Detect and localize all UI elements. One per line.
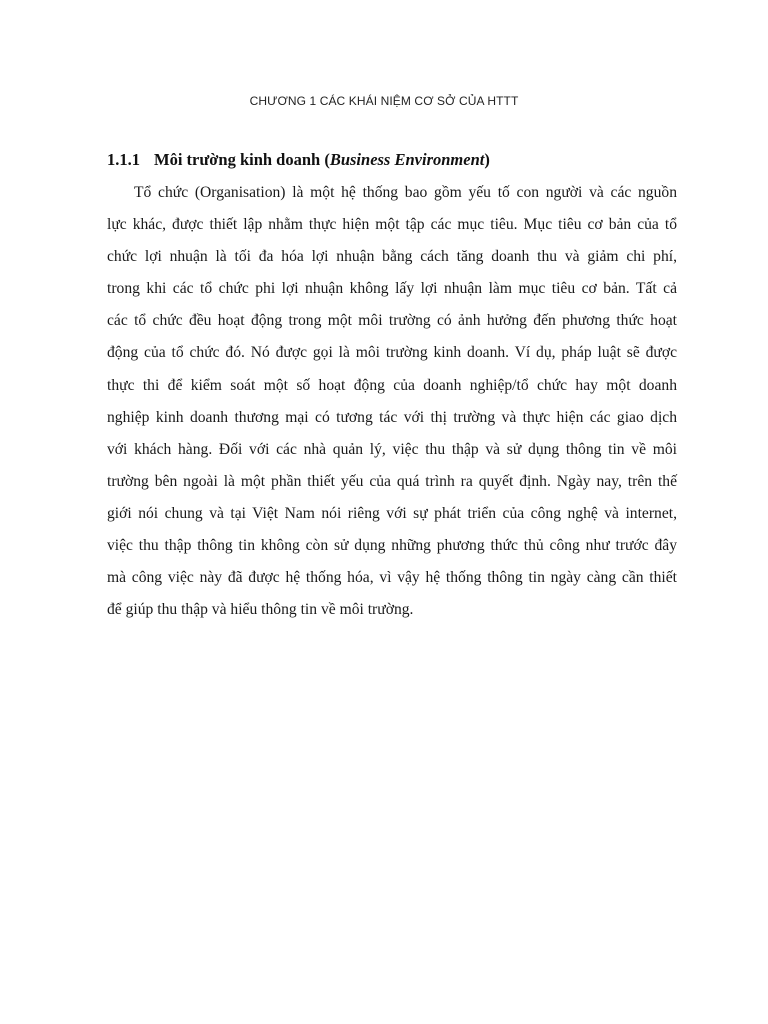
chapter-title: CHƯƠNG 1 CÁC KHÁI NIỆM CƠ SỞ CỦA HTTT xyxy=(249,94,519,108)
paragraph-line: nghiệp kinh doanh thương mại có tương tác với thị trường và thực hiện các giao dịch xyxy=(107,408,677,426)
section-number: 1.1.1 xyxy=(107,150,140,169)
paragraph-line: lực khác, được thiết lập nhằm thực hiện một tập các mục tiêu. Mục tiêu cơ bản của tổ xyxy=(107,216,677,234)
paragraph-line: thực thi để kiểm soát một số hoạt động của doanh nghiệp/tổ chức hay một doanh xyxy=(107,376,677,394)
section-title-english: Business Environment xyxy=(329,150,485,169)
paragraph-line: để giúp thu thập và hiểu thông tin về môi trường. xyxy=(107,601,414,619)
paragraph-line: các tổ chức đều hoạt động trong một môi trường có ảnh hưởng đến phương thức hoạt xyxy=(107,312,677,330)
section-heading xyxy=(107,150,490,170)
paragraph-line: động của tổ chức đó. Nó được gọi là môi trường kinh doanh. Ví dụ, pháp luật sẽ được xyxy=(107,344,677,362)
body-paragraph xyxy=(107,177,677,626)
paragraph-line: với khách hàng. Đối với các nhà quản lý, việc thu thập và sử dụng thông tin về môi xyxy=(107,440,677,458)
paragraph-line: việc thu thập thông tin không còn sử dụng những phương thức thủ công như trước đây xyxy=(107,537,677,555)
paragraph-line: trong khi các tổ chức phi lợi nhuận không lấy lợi nhuận làm mục tiêu cơ bản. Tất cả xyxy=(107,280,677,298)
section-title-suffix: ) xyxy=(484,150,490,169)
section-title-prefix: Môi trường kinh doanh ( xyxy=(154,150,330,169)
paragraph-line: chức lợi nhuận là tối đa hóa lợi nhuận bằng cách tăng doanh thu và giảm chi phí, xyxy=(107,248,677,266)
paragraph-line: trường bên ngoài là một phần thiết yếu của quá trình ra quyết định. Ngày nay, trên thế xyxy=(107,472,677,490)
paragraph-line: giới nói chung và tại Việt Nam nói riêng với sự phát triển của công nghệ và internet, xyxy=(107,504,677,522)
paragraph-line: mà công việc này đã được hệ thống hóa, vì vậy hệ thống thông tin ngày càng cần thiết xyxy=(107,569,677,587)
paragraph-line: Tổ chức (Organisation) là một hệ thống bao gồm yếu tố con người và các nguồn xyxy=(134,184,677,201)
